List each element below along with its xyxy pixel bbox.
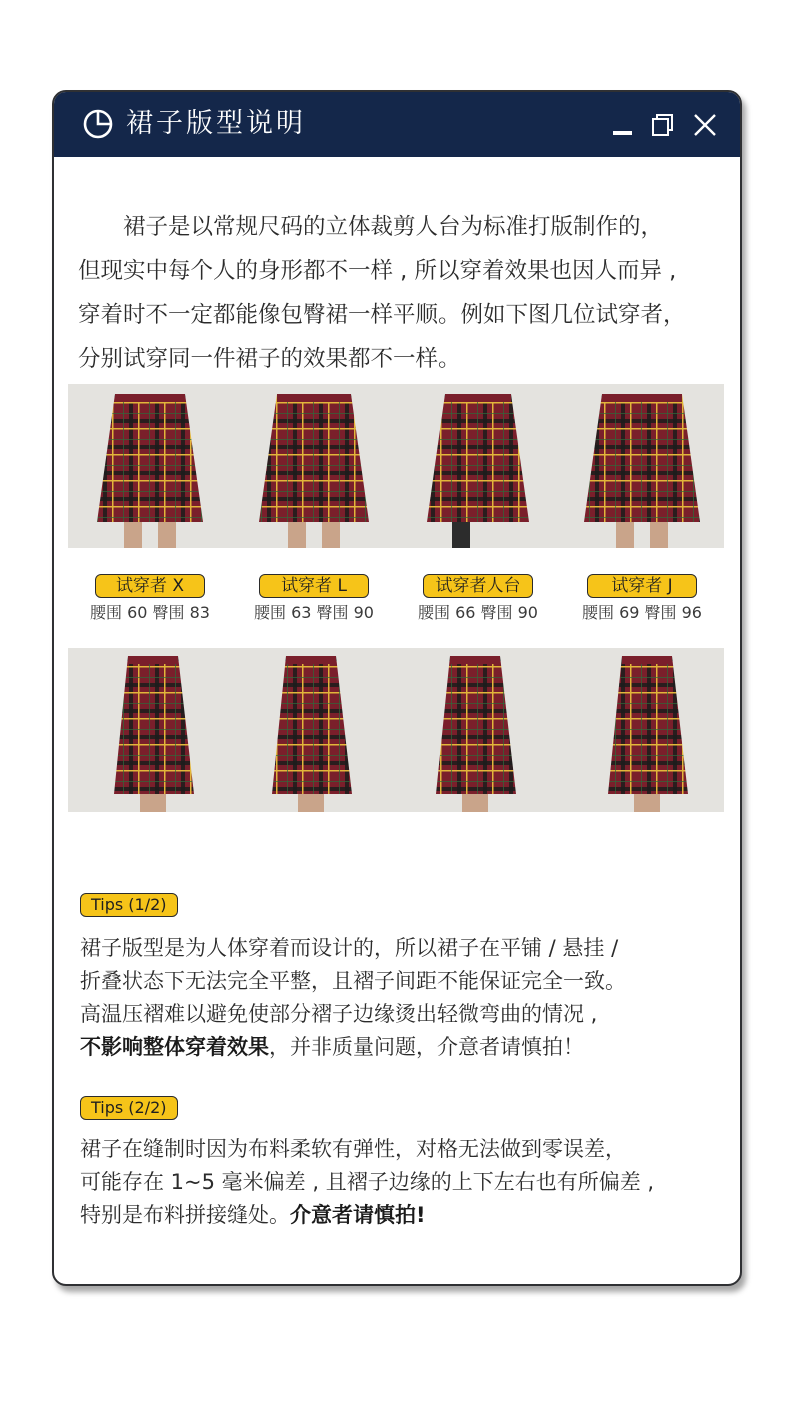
tips1-line: 裙子版型是为人体穿着而设计的，所以裙子在平铺 / 悬挂 / bbox=[80, 936, 619, 960]
title-bar bbox=[54, 92, 740, 157]
pie-chart-icon bbox=[82, 108, 114, 140]
model-tag: 试穿者 L bbox=[259, 574, 369, 598]
model-tag: 试穿者 X bbox=[95, 574, 205, 598]
tips1-emphasis: 不影响整体穿着效果 bbox=[80, 1035, 269, 1059]
model-tag: 试穿者 J bbox=[587, 574, 697, 598]
tips2-line bbox=[80, 1199, 730, 1232]
skirt-front-photo bbox=[232, 384, 396, 548]
model-label bbox=[232, 574, 396, 634]
photo-side-l bbox=[232, 648, 396, 812]
photo-side-j bbox=[560, 648, 724, 812]
side-photo-row bbox=[68, 648, 724, 812]
close-button[interactable] bbox=[692, 112, 718, 138]
model-label bbox=[560, 574, 724, 634]
skirt-side-photo bbox=[396, 648, 560, 812]
tips1-tag: Tips (1/2) bbox=[80, 893, 178, 917]
tips1-line-rest: ，并非质量问题，介意者请慎拍！ bbox=[269, 1035, 584, 1059]
model-measure: 腰围 63 臀围 90 bbox=[254, 603, 374, 622]
model-label bbox=[68, 574, 232, 634]
skirt-front-photo bbox=[396, 384, 560, 548]
tips2-line: 裙子在缝制时因为布料柔软有弹性，对格无法做到零误差， bbox=[80, 1137, 626, 1161]
front-photo-row bbox=[68, 384, 724, 548]
model-measure: 腰围 60 臀围 83 bbox=[90, 603, 210, 622]
intro-line: 穿着时不一定都能像包臀裙一样平顺。例如下图几位试穿者， bbox=[78, 302, 686, 328]
tips1-line: 高温压褶难以避免使部分褶子边缘烫出轻微弯曲的情况 , bbox=[80, 1002, 598, 1026]
intro-line: 裙子是以常规尺码的立体裁剪人台为标准打版制作的， bbox=[78, 214, 664, 240]
tips2-tag: Tips (2/2) bbox=[80, 1096, 178, 1120]
skirt-front-photo bbox=[68, 384, 232, 548]
model-tag: 试穿者人台 bbox=[423, 574, 533, 598]
minimize-button[interactable] bbox=[610, 112, 636, 138]
tips1-line: 折叠状态下无法完全平整，且褶子间距不能保证完全一致。 bbox=[80, 969, 626, 993]
tips2-emphasis: 介意者请慎拍! bbox=[290, 1203, 426, 1227]
photo-front-l bbox=[232, 384, 396, 548]
photo-front-mannequin bbox=[396, 384, 560, 548]
skirt-side-photo bbox=[68, 648, 232, 812]
tips2-line-start: 特别是布料拼接缝处。 bbox=[80, 1203, 290, 1227]
skirt-side-photo bbox=[560, 648, 724, 812]
model-label bbox=[396, 574, 560, 634]
photo-side-x bbox=[68, 648, 232, 812]
tips2-text bbox=[80, 1133, 730, 1232]
intro-line: 分别试穿同一件裙子的效果都不一样。 bbox=[78, 346, 461, 372]
tips1-text bbox=[80, 932, 730, 1064]
model-measure: 腰围 69 臀围 96 bbox=[582, 603, 702, 622]
skirt-front-photo bbox=[560, 384, 724, 548]
photo-front-j bbox=[560, 384, 724, 548]
model-labels bbox=[68, 574, 724, 634]
skirt-side-photo bbox=[232, 648, 396, 812]
model-measure: 腰围 66 臀围 90 bbox=[418, 603, 538, 622]
intro-paragraph bbox=[78, 205, 728, 381]
window-title: 裙子版型说明 bbox=[126, 108, 306, 139]
photo-front-x bbox=[68, 384, 232, 548]
skirt-fit-window bbox=[52, 90, 742, 1286]
maximize-button[interactable] bbox=[650, 112, 676, 138]
intro-line: 但现实中每个人的身形都不一样 , 所以穿着效果也因人而异 , bbox=[78, 258, 677, 284]
photo-side-mannequin bbox=[396, 648, 560, 812]
tips2-line: 可能存在 1~5 毫米偏差 , 且褶子边缘的上下左右也有所偏差 , bbox=[80, 1170, 655, 1194]
tips1-line bbox=[80, 1031, 730, 1064]
